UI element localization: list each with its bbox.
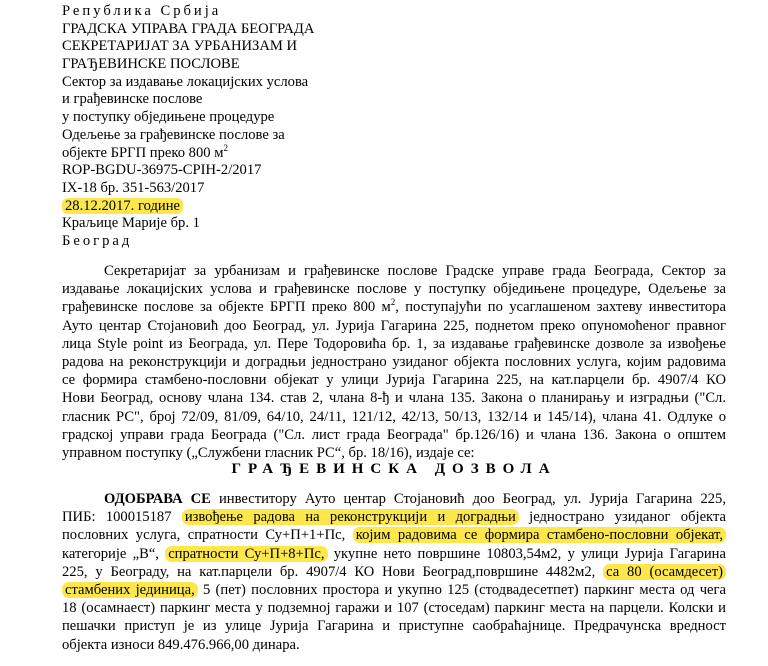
intro-line: гласник РС", број 72/09, 81/09, 64/10, 24/11, 121/12, 42/13, 50/13, 132/14 и 145/14), члана 41. Одлуке о xyxy=(62,408,726,425)
decision-line xyxy=(62,545,726,563)
header-sector-3: у поступку обједињене процедуре xyxy=(62,109,275,126)
intro-line3-b: , поступајући по усаглашеном захтеву инвеститора xyxy=(395,299,726,316)
intro-paragraph xyxy=(62,262,726,462)
decision-line xyxy=(62,508,726,526)
intro-line: градској управи града Београда ("Сл. лист града Београда" бр.126/16) и члана 136. Закона о општем xyxy=(62,426,726,443)
decision-approve-label: ОДОБРАВА СЕ xyxy=(104,491,211,507)
decision-line4-a: категорије „В“, xyxy=(62,545,166,562)
intro-line: Нови Београд, основу члана 134. став 2, члана 8-ђ и члана 135. Закона о планирању и изградњи ("Сл. xyxy=(62,390,726,407)
header-department-1: Одељење за грађевинске послове за xyxy=(62,126,285,143)
header-department-2-sup: 2 xyxy=(223,142,228,153)
highlight-units-count: са 80 (осамдесет) xyxy=(603,564,726,580)
header-address: Краљице Марије бр. 1 xyxy=(62,215,200,232)
intro-line: Секретаријат за урбанизам и грађевинске послове Градске управе града Београда, Сектор за xyxy=(104,263,726,279)
header-authority-3: ГРАЂЕВИНСКЕ ПОСЛОВЕ xyxy=(62,56,240,73)
highlight-units-label: стамбених јединица, xyxy=(62,582,198,598)
decision-line4-b: укупне нето површине 10803,54м2, у улици Јурија Гагарина xyxy=(327,545,726,562)
decision-line2-a: ПИБ: 100015187 xyxy=(62,509,182,526)
decision-line xyxy=(62,526,726,544)
header-country: Република Србија xyxy=(62,3,222,19)
intro-line: Ауто центар Стојановић доо Београд, ул. Јурија Гагарина 225, поднетом преко опуномоћеног правног xyxy=(62,317,726,334)
decision-line2-b: једнострано узиданог објекта xyxy=(518,509,726,526)
decision-paragraph xyxy=(62,490,726,654)
decision-line xyxy=(62,490,726,508)
intro-line: лица Style point из Београда, ул. Пере Тодоровића бр. 1, за издавање грађевинске дозволе за извођење xyxy=(62,335,726,352)
decision-line3-a: пословних услуга, спратности Су+П+1+Пс, xyxy=(62,527,353,544)
intro-line: се формира стамбено-пословни објекат у улици Јурија Гагарина 225, на кат.парцели бр. 4907/4 КО xyxy=(62,372,726,389)
highlight-building-type: којим радовима се формира стамбено-пословни објекат, xyxy=(353,527,726,543)
decision-line xyxy=(62,563,726,581)
header-sector-1: Сектор за издавање локацијских услова xyxy=(62,73,309,90)
header-date: 28.12.2017. године xyxy=(62,198,183,214)
header-authority-2: СЕКРЕТАРИЈАТ ЗА УРБАНИЗАМ И xyxy=(62,38,298,55)
highlight-works: извођење радова на реконструкцији и доградњи xyxy=(182,509,519,525)
decision-line xyxy=(62,581,726,599)
decision-line: објекта износи 849.476.966,00 динара. xyxy=(62,636,300,653)
decision-line: пешачки приступ је из улице Јурија Гагарина и приступне саобраћајнице. Предрачунска вредност xyxy=(62,618,726,635)
header-city: Београд xyxy=(62,232,133,249)
document-title: ГРАЂЕВИНСКА ДОЗВОЛА xyxy=(231,461,557,477)
document-header xyxy=(62,3,362,251)
intro-line3-a: грађевинске послове за објекте БРГП преко 800 м xyxy=(62,299,391,316)
highlight-floors: спратности Су+П+8+Пс, xyxy=(165,546,327,562)
header-rop-number: ROP-BGDU-36975-CPIH-2/2017 xyxy=(62,162,262,179)
header-date-line xyxy=(62,198,362,216)
decision-line6-b: 5 (пет) пословних простора и укупно 125 (стодвадесетпет) паркинг места од чега xyxy=(197,581,726,598)
intro-line xyxy=(62,298,726,316)
header-department-2-text: објекте БРГП преко 800 м xyxy=(62,144,224,161)
header-sector-2: и грађевинске послове xyxy=(62,91,203,108)
intro-line: радова на реконструкцији и доградњи једнострано узиданог објекта пословних услуга, којим радовима xyxy=(62,353,726,370)
intro-line: управном поступку („Службени гласник РС“, бр. 18/16), издаје се: xyxy=(62,444,475,461)
decision-line: 18 (осамнаест) паркинг места у подземној гаражи и 107 (стоседам) паркинг места на парцели. Колски и xyxy=(62,600,726,617)
decision-line5-a: 225, у Београду, на кат.парцели бр. 4907/4 КО Нови Београд,површине 4482м2, xyxy=(62,563,604,580)
header-department-2 xyxy=(62,142,362,163)
header-case-number: IX-18 бр. 351-563/2017 xyxy=(62,179,205,196)
intro-line3-sup: 2 xyxy=(390,297,396,308)
intro-line: издавање локацијских услова и грађевинске послове у поступку обједињене процедуре, Одељење за xyxy=(62,281,726,298)
decision-line1-rest: инвеститору Ауто центар Стојановић доо Београд, ул. Јурија Гагарина 225, xyxy=(210,491,726,507)
header-authority-1: ГРАДСКА УПРАВА ГРАДА БЕОГРАДА xyxy=(62,20,315,37)
